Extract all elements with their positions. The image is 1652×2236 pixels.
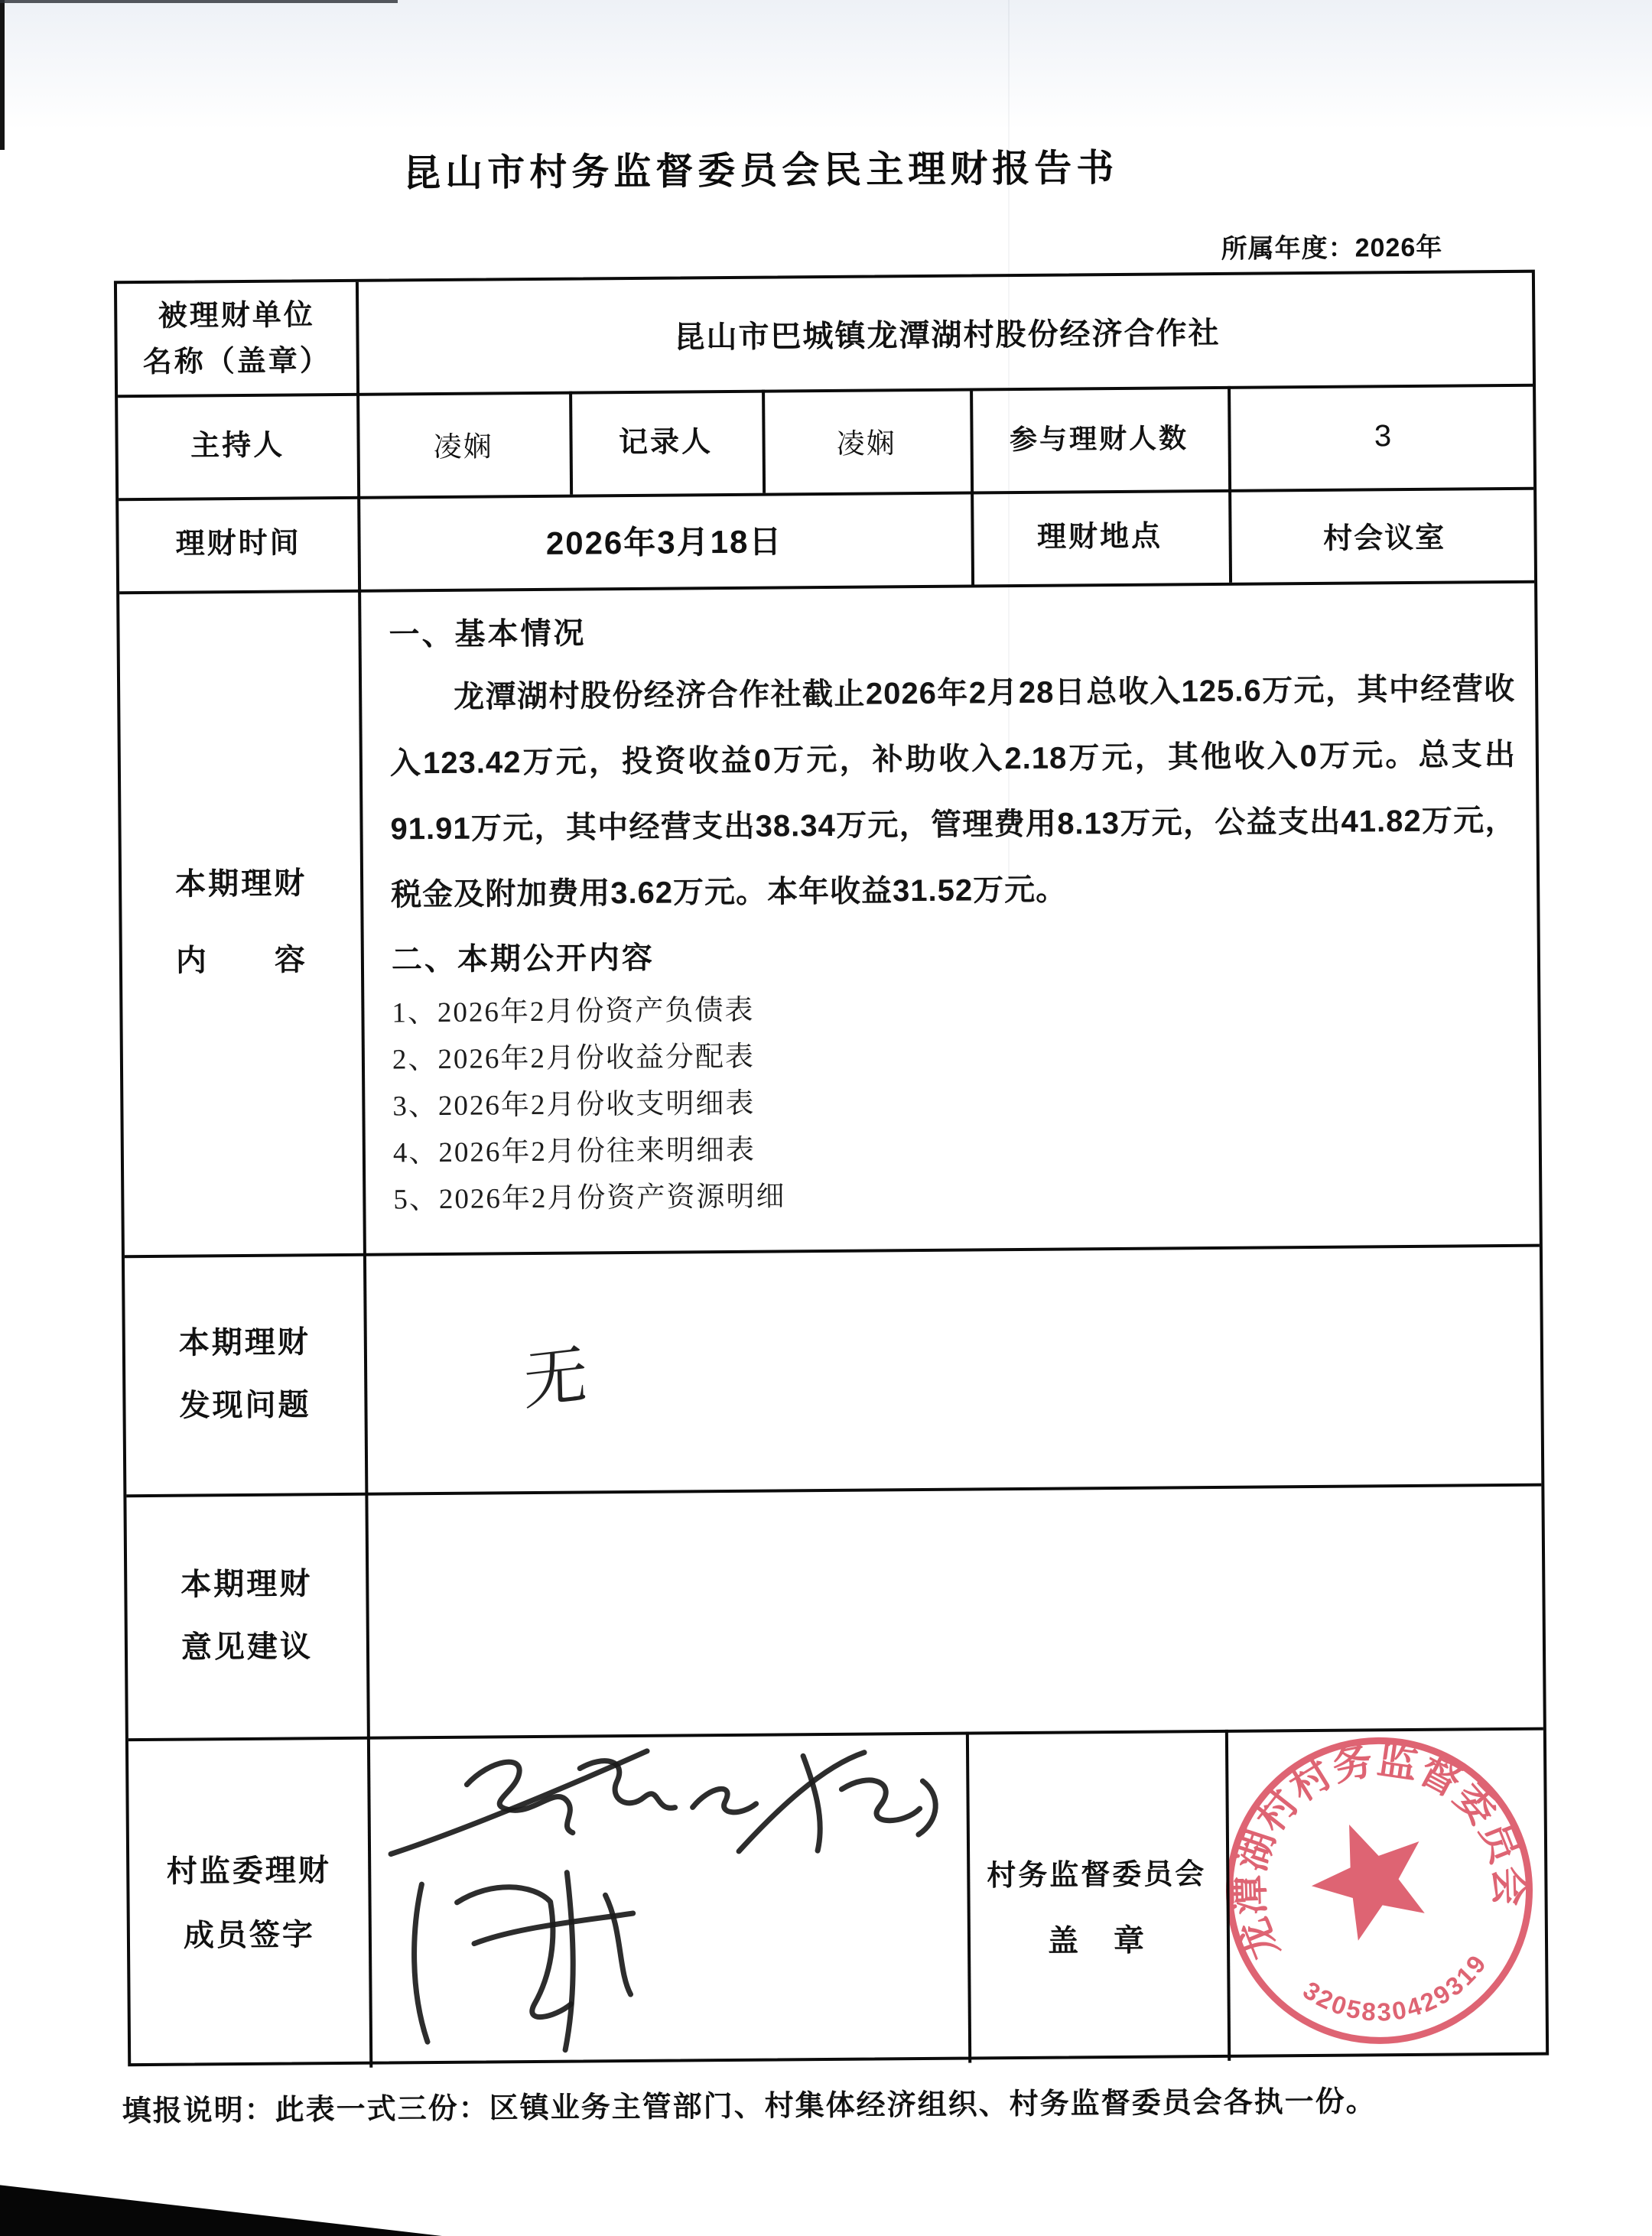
host-label-cell: [118, 393, 357, 498]
footer-note: 填报说明：此表一式三份：区镇业务主管部门、村集体经济组织、村务监督委员会各执一份。: [122, 2085, 1377, 2128]
time-value-cell: [357, 491, 971, 589]
disclosure-items: [392, 981, 1519, 1224]
disclosure-item-5: 5、2026年2月份资产资源明细: [393, 1181, 786, 1216]
unit-name-cell: [356, 273, 1539, 393]
handwritten-none: 无: [522, 1339, 589, 1419]
stamp-label-cell: [966, 1730, 1228, 2063]
handwritten-signatures: [375, 1734, 981, 2063]
section1-paragraph: 龙潭湖村股份经济合作社截止2026年2月28日总收入125.6万元，其中经营收入123.42万元，投资收益0万元，补助收入2.18万元，其他收入0万元。总支出91.91万元，其中经营支出38.34万元，管理费用8.13万元，公益支出41.82万元，税金及附加费用3.62万元。本年收益31.52万元。: [389, 671, 1517, 912]
section2-heading: 二、本期公开内容: [391, 941, 655, 977]
signature-1: [390, 1751, 675, 1854]
signers-label-cell: [128, 1737, 369, 2069]
content-label-line2: 内 容: [175, 943, 308, 978]
signers-label-line1: 村监委理财: [166, 1853, 331, 1889]
scan-edge-artifact-left: [0, 0, 5, 150]
host-label: 主持人: [190, 429, 285, 462]
stamp-label-line1: 村务监督委员会: [987, 1857, 1207, 1892]
disclosure-item-3: 3、2026年2月份收支明细表: [392, 1087, 756, 1123]
unit-label-cell: [117, 282, 356, 395]
recorder-label: 记录人: [618, 425, 714, 459]
unit-name-value: 昆山市巴城镇龙潭湖村股份经济合作社: [674, 316, 1221, 355]
participants-label-cell: [970, 386, 1228, 492]
seal-inner: [1211, 1727, 1550, 2056]
signers-label-line2: 成员签字: [183, 1917, 316, 1953]
participants-value: 3: [1374, 419, 1393, 453]
seal-code-text: 3205830429319: [1298, 1948, 1493, 2026]
unit-label-line2: 名称（盖章）: [142, 344, 331, 379]
official-seal-stamp: [1211, 1727, 1550, 2066]
section1-heading: 一、基本情况: [389, 616, 587, 652]
time-label-cell: [119, 496, 358, 591]
disclosure-item-2: 2、2026年2月份收益分配表: [392, 1041, 756, 1076]
recorder-value-cell: [762, 388, 971, 492]
recorder-label-cell: [569, 390, 763, 495]
place-value-cell: [1228, 487, 1540, 583]
participants-label: 参与理财人数: [1009, 421, 1189, 455]
stamp-label-line2: 盖 章: [1047, 1923, 1147, 1958]
place-value: 村会议室: [1322, 522, 1446, 555]
problems-label-line1: 本期理财: [178, 1324, 311, 1360]
page-title: 昆山市村务监督委员会民主理财报告书: [403, 147, 1119, 195]
advice-label-cell: [126, 1493, 366, 1738]
participants-value-cell: [1228, 384, 1540, 489]
advice-label-line2: 意见建议: [180, 1629, 314, 1665]
time-label: 理财时间: [175, 527, 301, 561]
place-label-cell: [971, 489, 1229, 585]
content-label-cell: [119, 590, 363, 1255]
problems-label-cell: [125, 1253, 365, 1494]
seal-star-icon: [1300, 1811, 1437, 1948]
signature-2: [692, 1752, 936, 1851]
signature-3: [414, 1872, 634, 2051]
scan-edge-artifact-top: [0, 0, 398, 3]
advice-label-line1: 本期理财: [180, 1566, 313, 1602]
unit-label-line1: 被理财单位: [158, 298, 315, 333]
place-label: 理财地点: [1036, 520, 1163, 554]
svg-text:龙潭湖村村务监督委员会: [1211, 1727, 1540, 1971]
recorder-value: 凌娴: [836, 427, 896, 460]
seal-ring-text: 龙潭湖村村务监督委员会: [1227, 1737, 1532, 1966]
report-table: [114, 270, 1549, 2067]
time-value: 2026年3月18日: [545, 523, 783, 561]
disclosure-item-1: 1、2026年2月份资产负债表: [392, 994, 755, 1029]
host-value: 凌娴: [433, 430, 493, 463]
content-cell: [358, 580, 1546, 1253]
problems-label-line2: 发现问题: [179, 1387, 311, 1423]
host-value-cell: [356, 392, 570, 496]
content-label-line1: 本期理财: [174, 866, 307, 902]
disclosure-item-4: 4、2026年2月份往来明细表: [392, 1134, 756, 1169]
year-note: 所属年度：2026年: [1221, 232, 1443, 264]
